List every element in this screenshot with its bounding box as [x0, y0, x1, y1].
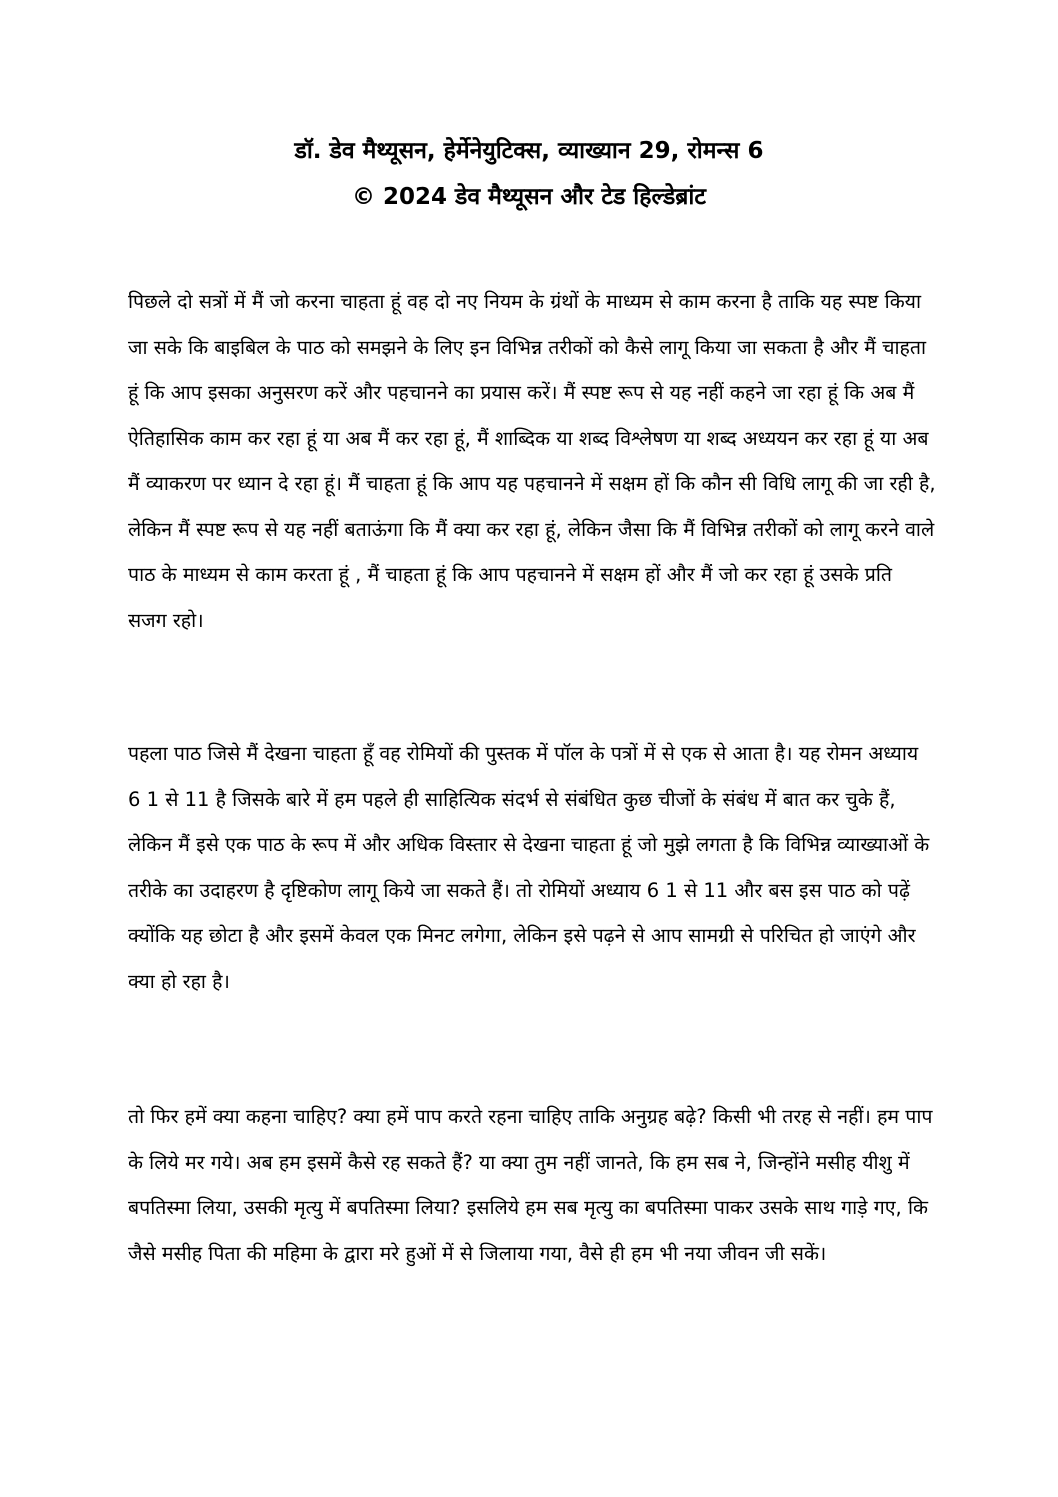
body-paragraph-2: पहला पाठ जिसे मैं देखना चाहता हूँ वह रोमियों की पुस्तक में पॉल के पत्रों में से एक से आता है। यह रोमन अध्याय 6 1 से 11 है जिसके बारे में हम पहले ही साहित्यिक संदर्भ से संबंधित कुछ चीजों के संबंध में बात कर चुके हैं, लेकिन मैं इसे एक पाठ के रूप में और अधिक विस्तार से देखना चाहता हूं जो मुझे लगता है कि विभिन्न व्याख्याओं के तरीके का उदाहरण है दृष्टिकोण लागू किये जा सकते हैं। तो रोमियों अध्याय 6 1 से 11 और बस इस पाठ को पढ़ें क्योंकि यह छोटा है और इसमें केवल एक मिनट लगेगा, लेकिन इसे पढ़ने से आप सामग्री से परिचित हो जाएंगे और क्या हो रहा है। — [128, 742, 930, 993]
body-paragraph-1: पिछले दो सत्रों में मैं जो करना चाहता हूं वह दो नए नियम के ग्रंथों के माध्यम से काम करना है ताकि यह स्पष्ट किया जा सके कि बाइबिल के पाठ को समझने के लिए इन विभिन्न तरीकों को कैसे लागू किया जा सकता है और मैं चाहता हूं कि आप इसका अनुसरण करें और पहचानने का प्रयास करें। मैं स्पष्ट रूप से यह नहीं कहने जा रहा हूं कि अब मैं ऐतिहासिक काम कर रहा हूं या अब मैं कर रहा हूं, मैं शाब्दिक या शब्द विश्लेषण या शब्द अध्ययन कर रहा हूं या अब मैं व्याकरण पर ध्यान दे रहा हूं। मैं चाहता हूं कि आप यह पहचानने में सक्षम हों कि कौन सी विधि लागू की जा रही है, लेकिन मैं स्पष्ट रूप से यह नहीं बताऊंगा कि मैं क्या कर रहा हूं, लेकिन जैसा कि मैं विभिन्न तरीकों को लागू करने वाले पाठ के माध्यम से काम करता हूं , मैं चाहता हूं कि आप पहचानने में सक्षम हों और मैं जो कर रहा हूं उसके प्रति सजग रहो। — [128, 290, 936, 632]
copyright-line: © 2024 डेव मैथ्यूसन और टेड हिल्डेब्रांट — [352, 184, 706, 210]
document-header — [60, 128, 998, 220]
body-paragraph-3: तो फिर हमें क्या कहना चाहिए? क्या हमें पाप करते रहना चाहिए ताकि अनुग्रह बढ़े? किसी भी तरह से नहीं। हम पाप के लिये मर गये। अब हम इसमें कैसे रह सकते हैं? या क्या तुम नहीं जानते, कि हम सब ने, जिन्होंने मसीह यीशु में बपतिस्मा लिया, उसकी मृत्यु में बपतिस्मा लिया? इसलिये हम सब मृत्यु का बपतिस्मा पाकर उसके साथ गाड़े गए, कि जैसे मसीह पिता की महिमा के द्वारा मरे हुओं में से जिलाया गया, वैसे ही हम भी नया जीवन जी सकें। — [128, 1105, 933, 1265]
page-title: डॉ. डेव मैथ्यूसन, हेर्मेनेयुटिक्स, व्याख्यान 29, रोमन्स 6 — [294, 138, 764, 164]
